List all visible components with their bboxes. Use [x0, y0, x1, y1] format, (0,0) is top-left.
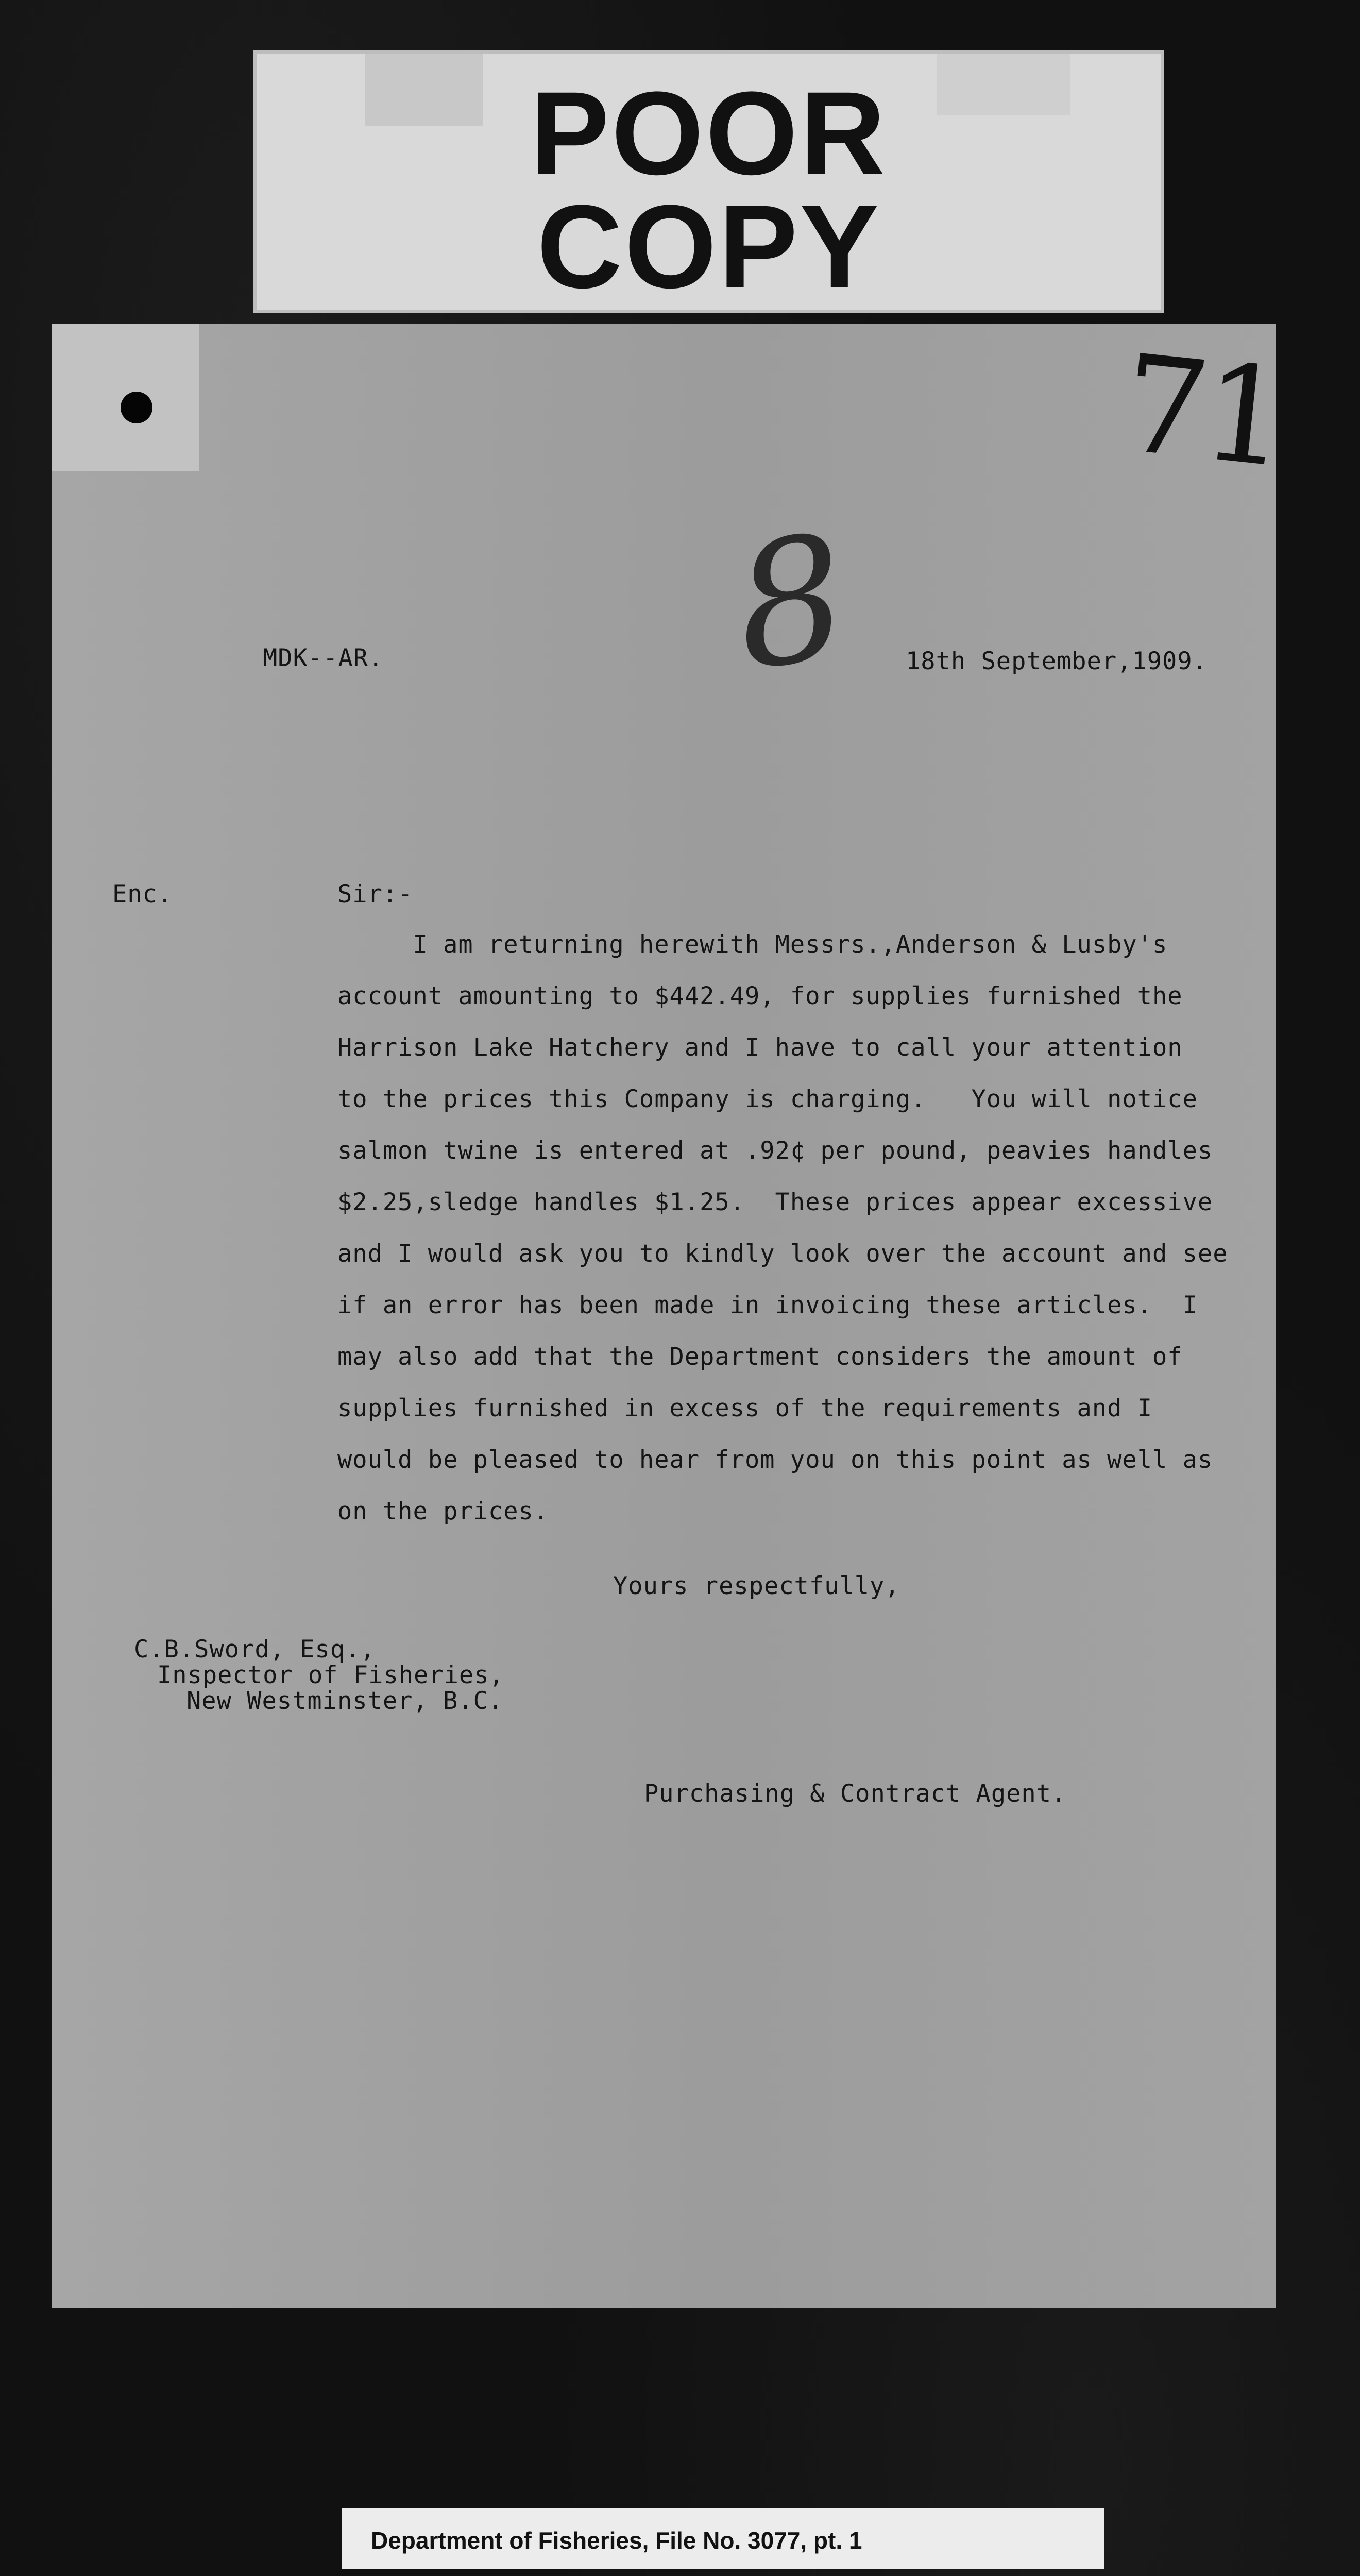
- closing: Yours respectfully,: [613, 1572, 900, 1600]
- body-line: to the prices this Company is charging. You will notice: [337, 1085, 1198, 1113]
- body-line: and I would ask you to kindly look over the account and see: [337, 1240, 1228, 1268]
- body-line: Harrison Lake Hatchery and I have to call your attention: [337, 1033, 1183, 1062]
- addressee-title: Inspector of Fisheries,: [157, 1661, 504, 1689]
- body-line: I am returning herewith Messrs.,Anderson & Lusby's: [337, 930, 1168, 959]
- body-line: $2.25,sledge handles $1.25. These prices appear excessive: [337, 1188, 1213, 1216]
- signature-block: Purchasing & Contract Agent.: [644, 1780, 1067, 1808]
- stamp-line-1: POOR: [530, 67, 888, 199]
- poor-copy-stamp: [253, 50, 1164, 313]
- body-line: if an error has been made in invoicing these articles. I: [337, 1291, 1198, 1319]
- letter-date: 18th September,1909.: [906, 647, 1208, 675]
- salutation: Sir:-: [337, 880, 413, 908]
- enclosure-note: Enc.: [112, 880, 173, 908]
- body-line: may also add that the Department considers the amount of: [337, 1343, 1183, 1371]
- addressee-location: New Westminster, B.C.: [186, 1687, 504, 1715]
- body-line: account amounting to $442.49, for supplies furnished the: [337, 982, 1183, 1010]
- pencil-annotation: 8: [723, 497, 858, 708]
- body-line: would be pleased to hear from you on this point as well as: [337, 1446, 1213, 1474]
- stamp-line-2: COPY: [537, 180, 881, 313]
- punch-hole: [121, 392, 152, 423]
- body-line: on the prices.: [337, 1497, 549, 1526]
- body-line: supplies furnished in excess of the requirements and I: [337, 1394, 1153, 1422]
- addressee-name: C.B.Sword, Esq.,: [134, 1635, 376, 1664]
- letter-page: [52, 324, 1291, 2308]
- file-reference-text: Department of Fisheries, File No. 3077, pt. 1: [371, 2527, 862, 2554]
- file-reference-label: [342, 2508, 1104, 2569]
- body-line: salmon twine is entered at .92¢ per pound, peavies handles: [337, 1137, 1213, 1165]
- reference-code: MDK--AR.: [263, 644, 384, 672]
- folio-number: 71: [1115, 326, 1291, 498]
